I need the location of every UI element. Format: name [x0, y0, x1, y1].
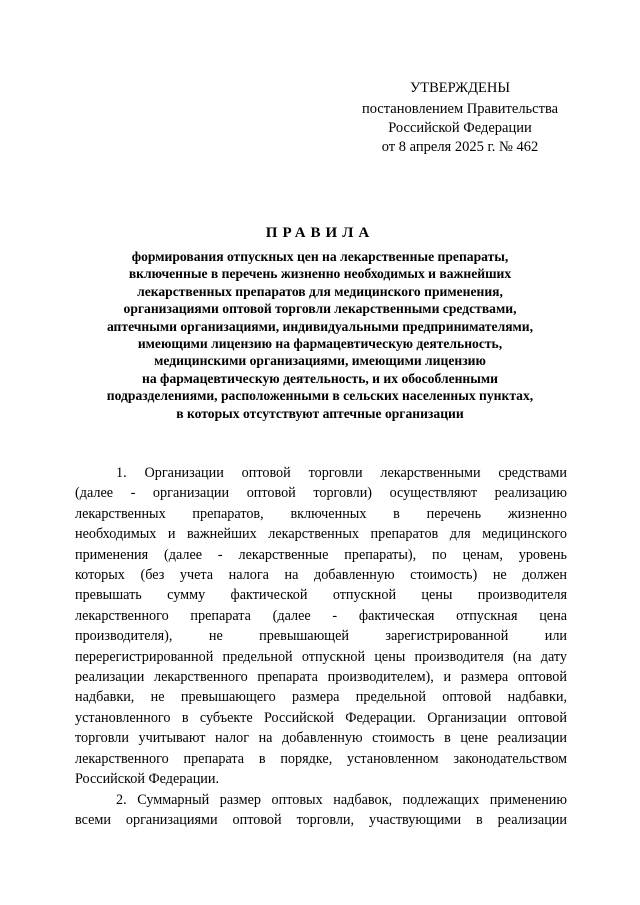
paragraph-line: лекарственного препарата (далее - фактическая отпускная цена [75, 607, 567, 624]
document-subtitle [75, 248, 565, 422]
paragraph-line: установленного в субъекте Российской Федерации. Организации оптовой [75, 709, 567, 726]
approval-line: постановлением Правительства [361, 101, 559, 117]
paragraph-line: перерегистрированной предельной отпускной цены производителя (на дату [75, 648, 567, 665]
approval-line: Российской Федерации [388, 120, 532, 136]
subtitle-line: в которых отсутствуют аптечные организации [176, 405, 464, 421]
paragraph-line: необходимых и важнейших лекарственных препаратов для медицинского [75, 526, 567, 543]
paragraph-line: надбавки, не превышающего размера предельной оптовой надбавки, [75, 689, 567, 706]
paragraph-line: производителя), не превышающей зарегистрированной или [75, 628, 567, 645]
subtitle-line: имеющими лицензию на фармацевтическую деятельность, [137, 336, 503, 352]
subtitle-line: на фармацевтическую деятельность, и их обособленными [142, 370, 498, 386]
paragraph-line: реализации лекарственного препарата производителем), и размера оптовой [75, 669, 567, 686]
document-title: ПРАВИЛА [265, 225, 375, 241]
subtitle-line: медицинскими организациями, имеющими лицензию [154, 353, 486, 369]
subtitle-line: подразделениями, расположенными в сельских населенных пунктах, [106, 388, 534, 404]
paragraph-line: которых (без учета налога на добавленную стоимость) не должен [75, 567, 567, 584]
paragraph-line: торговли учитывают налог на добавленную стоимость в цене реализации [75, 730, 567, 747]
approval-heading: УТВЕРЖДЕНЫ [409, 80, 511, 96]
subtitle-line: формирования отпускных цен на лекарственные препараты, [131, 249, 509, 264]
paragraph-line: Российской Федерации. [75, 771, 220, 788]
subtitle-line: организациями оптовой торговли лекарственными средствами, [123, 301, 517, 317]
paragraph-line: превышать сумму фактической отпускной цены производителя [75, 587, 567, 604]
paragraph-line: (далее - организации оптовой торговли) осуществляют реализацию [75, 485, 567, 502]
subtitle-line: лекарственных препаратов для медицинского применения, [137, 283, 503, 299]
approval-line: от 8 апреля 2025 г. № 462 [381, 139, 539, 155]
paragraph-line: 1. Организации оптовой торговли лекарственными средствами [116, 465, 567, 481]
paragraph-line: лекарственного препарата в порядке, установленном законодательством [75, 750, 567, 767]
paragraph-line: лекарственных препаратов, включенных в перечень жизненно [75, 505, 567, 522]
paragraph-line: 2. Суммарный размер оптовых надбавок, подлежащих применению [116, 791, 567, 808]
subtitle-line: аптечными организациями, индивидуальными предпринимателями, [106, 318, 534, 334]
paragraph-line: всеми организациями оптовой торговли, участвующими в реализации [75, 811, 567, 828]
subtitle-line: включенные в перечень жизненно необходимых и важнейших [128, 266, 512, 282]
paragraph-line: применения (далее - лекарственные препараты), по ценам, уровень [75, 546, 567, 563]
approval-block [330, 79, 590, 157]
document-body [75, 463, 567, 830]
